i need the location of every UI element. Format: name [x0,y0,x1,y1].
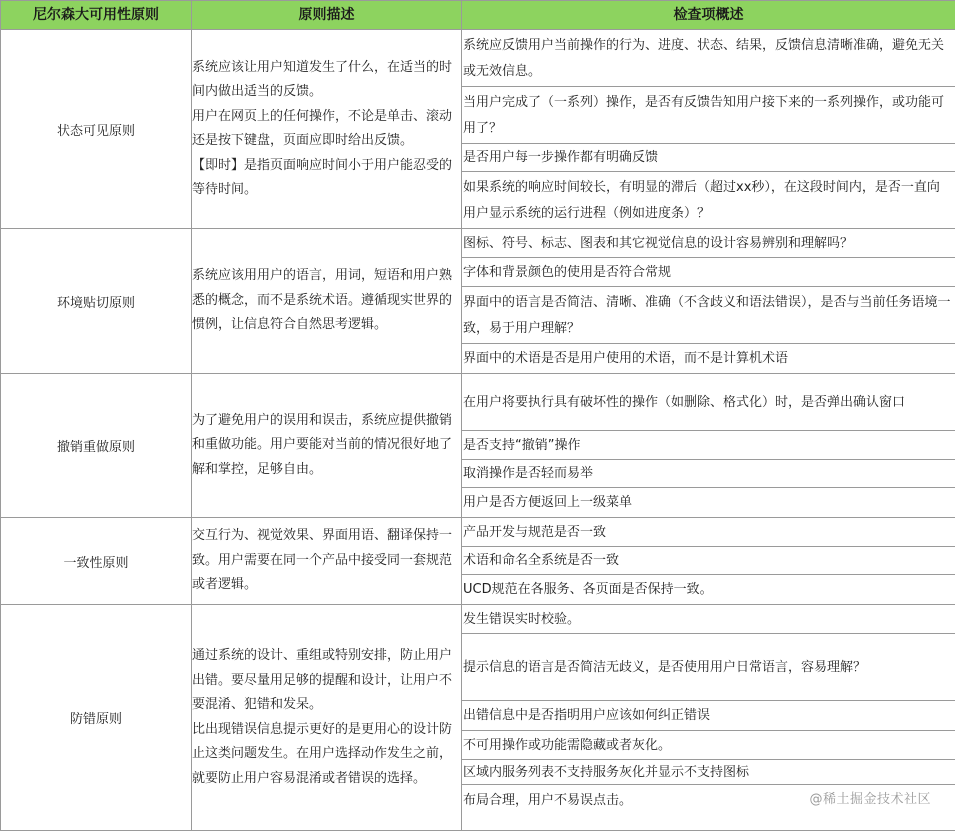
check-item: 字体和背景颜色的使用是否符合常规 [462,258,955,287]
principle-name: 防错原则 [1,605,192,831]
check-list [462,30,955,229]
check-item: 提示信息的语言是否简洁无歧义，是否使用用户日常语言，容易理解？ [462,634,955,701]
check-item: 系统应反馈用户当前操作的行为、进度、状态、结果，反馈信息清晰准确，避免无关或无效信息。 [462,30,955,87]
check-item: 界面中的语言是否简洁、清晰、准确（不含歧义和语法错误），是否与当前任务语境一致，易于用户理解？ [462,287,955,344]
check-list [462,229,955,374]
check-item: 是否支持“撤销”操作 [462,431,955,460]
description-paragraph: 用户在网页上的任何操作，不论是单击、滚动还是按下键盘，页面应即时给出反馈。 [192,105,461,154]
header-principle: 尼尔森大可用性原则 [1,1,192,30]
check-item: 如果系统的响应时间较长，有明显的滞后（超过xx秒），在这段时间内，是否一直向用户显示系统的运行进程（例如进度条）？ [462,172,955,228]
table-row [1,518,955,605]
check-item: UCD规范在各服务、各页面是否保持一致。 [462,575,955,604]
check-item: 发生错误实时校验。 [462,605,955,634]
watermark: @稀土掘金技术社区 [809,788,931,807]
principle-name: 撤销重做原则 [1,374,192,518]
table-row [1,30,955,229]
principle-description [192,374,462,518]
description-paragraph: 比出现错误信息提示更好的是更用心的设计防止这类问题发生。在用户选择动作发生之前，就要防止用户容易混淆或者错误的选择。 [192,718,461,792]
check-item: 术语和命名全系统是否一致 [462,547,955,575]
check-item: 取消操作是否轻而易举 [462,460,955,488]
description-paragraph: 为了避免用户的误用和误击，系统应提供撤销和重做功能。用户要能对当前的情况很好地了解和掌控，足够自由。 [192,409,461,483]
check-item: 不可用操作或功能需隐藏或者灰化。 [462,731,955,760]
check-item: 图标、符号、标志、图表和其它视觉信息的设计容易辨别和理解吗？ [462,229,955,258]
principle-description [192,229,462,374]
check-item: 出错信息中是否指明用户应该如何纠正错误 [462,701,955,731]
check-list [462,374,955,518]
principle-name: 状态可见原则 [1,30,192,229]
check-item: 界面中的术语是否是用户使用的术语，而不是计算机术语 [462,344,955,373]
header-description: 原则描述 [192,1,462,30]
check-item: 用户是否方便返回上一级菜单 [462,488,955,517]
principle-name: 一致性原则 [1,518,192,605]
principle-description [192,30,462,229]
description-paragraph: 交互行为、视觉效果、界面用语、翻译保持一致。用户需要在同一个产品中接受同一套规范或者逻辑。 [192,524,461,598]
check-item: 布局合理，用户不易误点击。 [462,784,955,816]
table-row [1,374,955,518]
check-item: 产品开发与规范是否一致 [462,518,955,547]
principle-description [192,518,462,605]
table-header-row [1,1,955,30]
principle-description [192,605,462,831]
check-item: 是否用户每一步操作都有明确反馈 [462,144,955,172]
check-list [462,518,955,605]
header-checks: 检查项概述 [462,1,955,30]
check-item: 在用户将要执行具有破坏性的操作（如删除、格式化）时，是否弹出确认窗口 [462,374,955,431]
check-item: 区域内服务列表不支持服务灰化并显示不支持图标 [462,760,955,784]
description-paragraph: 系统应该用用户的语言，用词，短语和用户熟悉的概念，而不是系统术语。遵循现实世界的惯例，让信息符合自然思考逻辑。 [192,264,461,338]
check-item: 当用户完成了（一系列）操作，是否有反馈告知用户接下来的一系列操作，或功能可用了？ [462,87,955,144]
principle-name: 环境贴切原则 [1,229,192,374]
description-paragraph: 【即时】是指页面响应时间小于用户能忍受的等待时间。 [192,154,461,203]
description-paragraph: 系统应该让用户知道发生了什么，在适当的时间内做出适当的反馈。 [192,56,461,105]
table-row [1,229,955,374]
description-paragraph: 通过系统的设计、重组或特别安排，防止用户出错。要尽量用足够的提醒和设计，让用户不要混淆、犯错和发呆。 [192,644,461,718]
